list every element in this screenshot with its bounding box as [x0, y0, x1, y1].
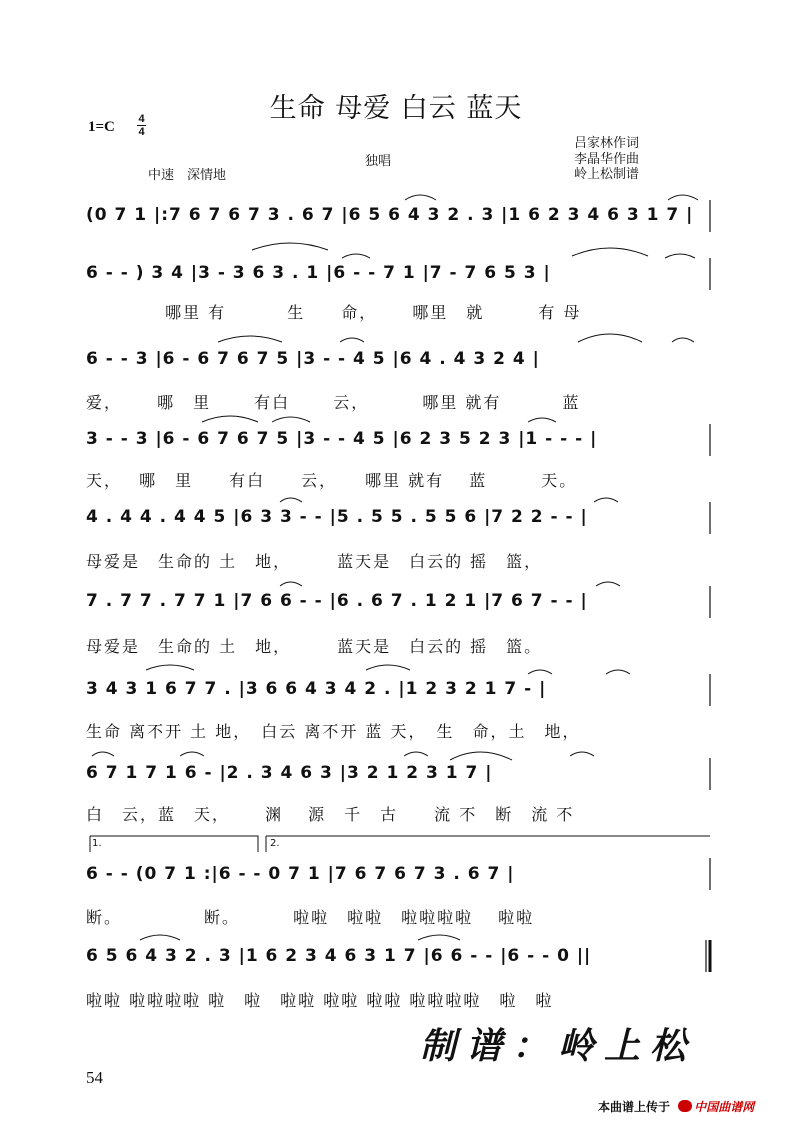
key-signature: 1=C: [88, 119, 115, 135]
notes-row-8: 6 7 1 7 1 6 - |2 . 3 4 6 3 |3 2 1 2 3 1 7 |: [86, 763, 493, 783]
lyrics-row-3: 爱， 哪 里 有白 云， 哪里 就有 蓝: [86, 393, 581, 412]
lyrics-row-7: 生命 离不开 土 地， 白云 离不开 蓝 天， 生 命，土 地，: [86, 722, 581, 741]
lyrics-row-8: 白 云，蓝 天， 渊 源 千 古 流 不 断 流 不: [86, 805, 575, 824]
lyrics-row-6: 母爱是 生命的 土 地， 蓝天是 白云的 摇 篮。: [86, 637, 543, 656]
lyrics-row-5: 母爱是 生命的 土 地， 蓝天是 白云的 摇 篮，: [86, 552, 543, 571]
performance-style: 独唱: [365, 154, 392, 169]
composer: 李晶华作曲: [574, 151, 640, 167]
lyrics-row-10: 啦啦 啦啦啦啦 啦 啦 啦啦 啦啦 啦啦 啦啦啦啦 啦 啦: [86, 991, 554, 1010]
time-signature-top: 4: [138, 113, 145, 125]
lyrics-row-9: 断。 断。 啦啦 啦啦 啦啦啦啦 啦啦: [86, 908, 535, 927]
arranger: 岭上松制谱: [574, 167, 640, 182]
notes-row-3: 6 - - 3 |6 - 6 7 6 7 5 |3 - - 4 5 |6 4 . 4 3 2 4 |: [86, 349, 540, 369]
notes-row-7: 3 4 3 1 6 7 7 . |3 6 6 4 3 4 2 . |1 2 3 2 1 7 - |: [86, 679, 547, 699]
notes-row-4: 3 - - 3 |6 - 6 7 6 7 5 |3 - - 4 5 |6 2 3 5 2 3 |1 - - - |: [86, 429, 598, 449]
notes-row-1: (0 7 1 |:7 6 7 6 7 3 . 6 7 |6 5 6 4 3 2 . 3 |1 6 2 3 4 6 3 1 7 |: [86, 205, 694, 225]
upload-text: 本曲谱上传于: [598, 1100, 671, 1114]
arranger-signature: 制谱：岭上松: [420, 1025, 697, 1067]
time-signature-bottom: 4: [138, 126, 145, 138]
upload-footer: [598, 1098, 754, 1115]
page-number: 54: [86, 1068, 103, 1087]
lyrics-row-2: 哪里 有 生 命， 哪里 就 有 母: [86, 303, 582, 322]
tempo-marking: 中速 深情地: [148, 168, 227, 183]
site-logo-icon: [678, 1100, 692, 1112]
lyricist: 吕家林作词: [574, 136, 640, 151]
lyrics-row-4: 天， 哪 里 有白 云， 哪里 就有 蓝 天。: [86, 471, 578, 490]
song-title: 生命 母爱 白云 蓝天: [269, 93, 523, 124]
site-name: 中国曲谱网: [694, 1100, 755, 1114]
site-logo[interactable]: [678, 1098, 754, 1115]
notes-row-2: 6 - - ) 3 4 |3 - 3 6 3 . 1 |6 - - 7 1 |7 - 7 6 5 3 |: [86, 263, 551, 283]
volta-2-label: 2.: [270, 838, 280, 849]
notes-row-10: 6 5 6 4 3 2 . 3 |1 6 2 3 4 6 3 1 7 |6 6 - - |6 - - 0 ||: [86, 946, 592, 966]
volta-1-label: 1.: [92, 838, 102, 849]
notes-row-9: 6 - - (0 7 1 :|6 - - 0 7 1 |7 6 7 6 7 3 . 6 7 |: [86, 864, 515, 884]
notes-row-5: 4 . 4 4 . 4 4 5 |6 3 3 - - |5 . 5 5 . 5 5 6 |7 2 2 - - |: [86, 507, 588, 527]
notes-row-6: 7 . 7 7 . 7 7 1 |7 6 6 - - |6 . 6 7 . 1 2 1 |7 6 7 - - |: [86, 591, 588, 611]
